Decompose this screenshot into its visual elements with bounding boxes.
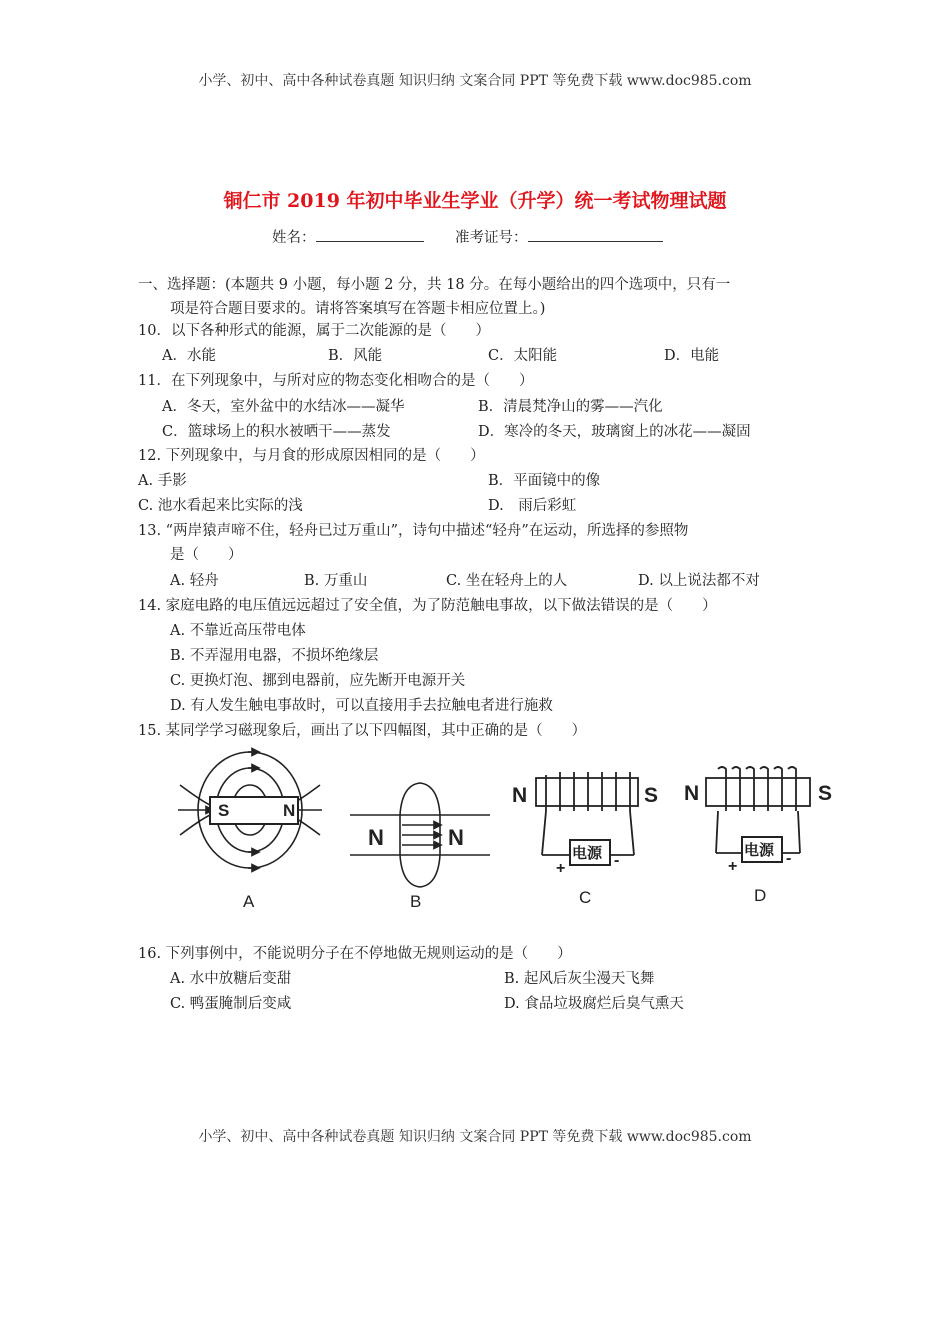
figure-c-s-pole: S	[644, 784, 659, 807]
exam-id-label: 准考证号：	[455, 230, 528, 246]
section-instruction-line1: 一、选择题：(本题共 9 小题，每小题 2 分，共 18 分。在每小题给出的四个选项中，只有一	[138, 277, 731, 293]
figure-a-label: A	[243, 892, 255, 911]
figure-d-label: D	[754, 886, 767, 905]
exam-id-field	[455, 227, 663, 248]
q14-option-c: C. 更换灯泡、挪到电器前，应先断开电源开关	[170, 673, 466, 689]
q12-option-b: B．平面镜中的像	[488, 473, 601, 489]
q12-stem: 12. 下列现象中，与月食的形成原因相同的是（ ）	[138, 448, 485, 464]
figure-b-label: B	[410, 892, 422, 911]
figure-b-n-pole-left: N	[368, 825, 384, 850]
figure-d-minus: -	[786, 850, 792, 867]
q14-option-d: D. 有人发生触电事故时，可以直接用手去拉触电者进行施救	[170, 698, 553, 714]
q12-option-d: D. 雨后彩虹	[488, 498, 577, 514]
section-instruction-line2: 项是符合题目要求的。请将答案填写在答题卡相应位置上。)	[170, 301, 546, 317]
q15-figures	[170, 745, 850, 915]
figure-c-label: C	[579, 888, 592, 907]
q14-stem: 14. 家庭电路的电压值远远超过了安全值，为了防范触电事故，以下做法错误的是（ ）	[138, 598, 717, 614]
q10-option-a: A．水能	[162, 348, 216, 364]
figure-c-plus: +	[556, 860, 566, 877]
exam-id-blank	[528, 227, 663, 242]
q13-option-b: B. 万重山	[304, 573, 368, 589]
q16-option-d: D. 食品垃圾腐烂后臭气熏天	[504, 996, 684, 1012]
figure-a-n-pole: N	[283, 801, 296, 820]
q14-option-b: B. 不弄湿用电器，不损坏绝缘层	[170, 648, 379, 664]
figure-c-power-label: 电源	[572, 845, 603, 862]
q16-option-c: C. 鸭蛋腌制后变咸	[170, 996, 292, 1012]
figure-b-n-pole-right: N	[448, 825, 464, 850]
name-blank	[316, 227, 424, 242]
q10-stem: 10．以下各种形式的能源，属于二次能源的是（ ）	[138, 323, 490, 339]
q13-stem-line2: 是（ ）	[170, 547, 243, 563]
figure-d-power-label: 电源	[744, 842, 775, 859]
q12-option-c: C. 池水看起来比实际的浅	[138, 498, 303, 514]
figure-d-n-pole: N	[684, 782, 700, 805]
q16-option-b: B. 起风后灰尘漫天飞舞	[504, 971, 655, 987]
figure-a-bar-magnet	[178, 752, 322, 868]
q13-stem-line1: 13. “两岸猿声啼不住，轻舟已过万重山”，诗句中描述“轻舟”在运动，所选择的参照物	[138, 523, 689, 539]
q10-option-d: D．电能	[664, 348, 720, 364]
q10-option-b: B．风能	[328, 348, 383, 364]
q12-option-a: A. 手影	[138, 473, 187, 489]
figure-c-n-pole: N	[512, 784, 528, 807]
q11-option-c: C．篮球场上的积水被晒干——蒸发	[162, 424, 391, 440]
q10-option-c: C．太阳能	[488, 348, 558, 364]
q11-option-a: A．冬天，室外盆中的水结冰——凝华	[162, 399, 405, 415]
q14-option-a: A. 不靠近高压带电体	[170, 623, 306, 639]
name-label: 姓名：	[272, 230, 316, 246]
q11-option-b: B．清晨梵净山的雾——汽化	[478, 399, 663, 415]
figure-a-s-pole: S	[218, 801, 230, 820]
q11-option-d: D．寒冷的冬天，玻璃窗上的冰花——凝固	[478, 424, 751, 440]
q13-option-a: A. 轻舟	[170, 573, 219, 589]
figure-c-minus: -	[614, 852, 620, 869]
q11-stem: 11．在下列现象中，与所对应的物态变化相吻合的是（ ）	[138, 373, 534, 389]
q16-stem: 16. 下列事例中，不能说明分子在不停地做无规则运动的是（ ）	[138, 946, 572, 962]
q15-stem: 15. 某同学学习磁现象后，画出了以下四幅图，其中正确的是（ ）	[138, 723, 587, 739]
name-field	[272, 227, 424, 248]
figure-d-s-pole: S	[818, 782, 833, 805]
q13-option-d: D. 以上说法都不对	[638, 573, 760, 589]
page-header: 小学、初中、高中各种试卷真题 知识归纳 文案合同 PPT 等免费下载 www.doc985.com	[198, 73, 752, 89]
exam-title: 铜仁市 2019 年初中毕业生学业（升学）统一考试物理试题	[223, 190, 727, 212]
figure-d-plus: +	[728, 858, 738, 875]
q13-option-c: C. 坐在轻舟上的人	[446, 573, 568, 589]
q16-option-a: A. 水中放糖后变甜	[170, 971, 292, 987]
page-footer: 小学、初中、高中各种试卷真题 知识归纳 文案合同 PPT 等免费下载 www.doc985.com	[198, 1129, 752, 1145]
